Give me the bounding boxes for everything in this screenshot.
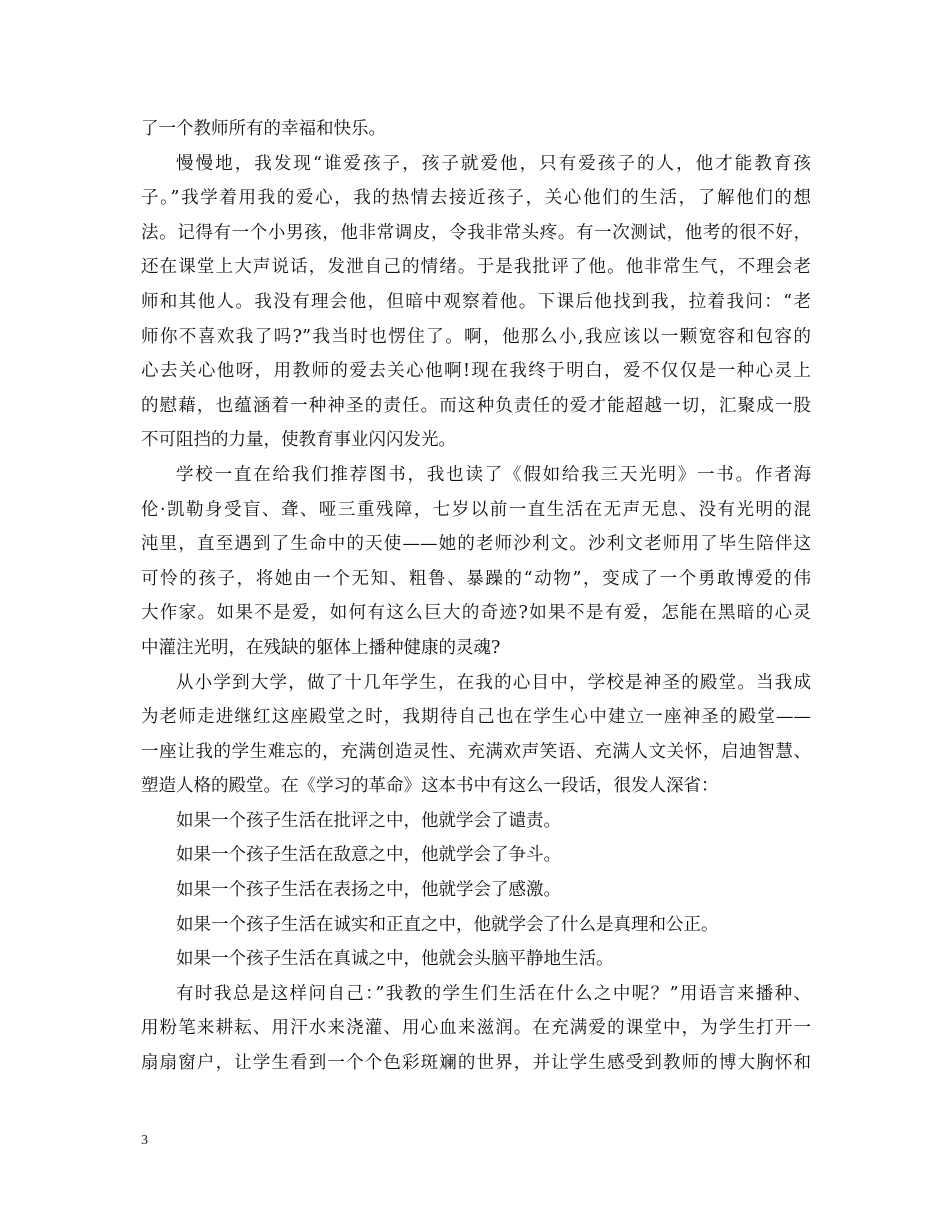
text-line: 一座让我的学生难忘的，充满创造灵性、充满欢声笑语、充满人文关怀，启迪智慧、 bbox=[141, 741, 811, 762]
text-line: 如果一个孩子生活在敌意之中，他就学会了争斗。 bbox=[176, 845, 561, 866]
text-line: 为老师走进继红这座殿堂之时，我期待自己也在学生心中建立一座神圣的殿堂—— bbox=[141, 707, 811, 728]
text-line: 可怜的孩子，将她由一个无知、粗鲁、暴躁的“动物”，变成了一个勇敢博爱的伟 bbox=[141, 568, 811, 589]
text-line: 伦·凯勒身受盲、聋、哑三重残障，七岁以前一直生活在无声无息、没有光明的混 bbox=[141, 499, 811, 520]
text-line: 如果一个孩子生活在诚实和正直之中，他就学会了什么是真理和公正。 bbox=[176, 914, 719, 935]
text-line: 师你不喜欢我了吗?”我当时也愣住了。啊，他那么小,我应该以一颗宽容和包容的 bbox=[141, 326, 811, 347]
text-line: 师和其他人。我没有理会他，但暗中观察着他。下课后他找到我，拉着我问：“老 bbox=[141, 291, 811, 312]
text-line: 法。记得有一个小男孩，他非常调皮，令我非常头疼。有一次测试，他考的很不好， bbox=[141, 222, 811, 243]
text-line: 沌里，直至遇到了生命中的天使——她的老师沙利文。沙利文老师用了毕生陪伴这 bbox=[141, 534, 811, 555]
text-line: 如果一个孩子生活在批评之中，他就学会了谴责。 bbox=[176, 810, 561, 831]
text-line: 子。”我学着用我的爱心，我的热情去接近孩子，关心他们的生活，了解他们的想 bbox=[141, 188, 811, 209]
text-line: 大作家。如果不是爱，如何有这么巨大的奇迹?如果不是有爱，怎能在黑暗的心灵 bbox=[141, 603, 811, 624]
text-line: 从小学到大学，做了十几年学生，在我的心目中，学校是神圣的殿堂。当我成 bbox=[176, 672, 811, 693]
text-line: 如果一个孩子生活在真诚之中，他就会头脑平静地生活。 bbox=[176, 949, 614, 970]
text-line: 学校一直在给我们推荐图书，我也读了《假如给我三天光明》一书。作者海 bbox=[176, 464, 811, 485]
text-line: 如果一个孩子生活在表扬之中，他就学会了感激。 bbox=[176, 880, 561, 901]
text-line: 的慰藉，也蕴涵着一种神圣的责任。而这种负责任的爱才能超越一切，汇聚成一股 bbox=[141, 395, 811, 416]
text-line: 扇扇窗户，让学生看到一个个色彩斑斓的世界，并让学生感受到教师的博大胸怀和 bbox=[141, 1053, 811, 1074]
text-line: 塑造人格的殿堂。在《学习的革命》这本书中有这么一段话，很发人深省： bbox=[141, 776, 719, 797]
text-line: 慢慢地，我发现“谁爱孩子，孩子就爱他，只有爱孩子的人，他才能教育孩 bbox=[176, 153, 811, 174]
text-line: 了一个教师所有的幸福和快乐。 bbox=[141, 119, 386, 139]
text-line: 不可阻挡的力量，使教育事业闪闪发光。 bbox=[141, 430, 456, 451]
body-text bbox=[141, 112, 811, 1081]
text-line: 心去关心他呀，用教师的爱去关心他啊!现在我终于明白，爱不仅仅是一种心灵上 bbox=[141, 361, 811, 382]
text-line: 中灌注光明，在残缺的躯体上播种健康的灵魂? bbox=[141, 637, 501, 658]
text-line: 还在课堂上大声说话，发泄自己的情绪。于是我批评了他。他非常生气，不理会老 bbox=[141, 257, 811, 278]
text-line: 有时我总是这样问自己：”我教的学生们生活在什么之中呢？”用语言来播种、 bbox=[176, 983, 811, 1004]
page-number: 3 bbox=[141, 1133, 148, 1148]
text-line: 用粉笔来耕耘、用汗水来浇灌、用心血来滋润。在充满爱的课堂中，为学生打开一 bbox=[141, 1018, 811, 1039]
